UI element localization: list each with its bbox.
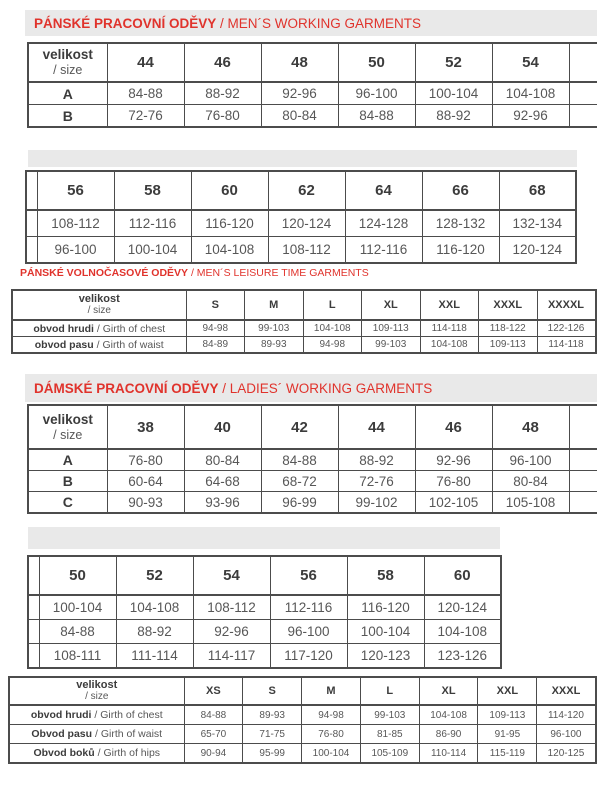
size-header-cell: 44 (107, 43, 184, 82)
size-header-cell: 50 (39, 556, 116, 595)
size-value-cell: 120-124 (424, 595, 501, 620)
size-value-cell: 91-95 (478, 725, 537, 744)
size-value-cell: 90-94 (184, 744, 243, 764)
measure-label-cell: Obvod boků / Girth of hips (9, 744, 184, 764)
size-value-cell: 108-112 (37, 210, 114, 237)
size-header-cell: 44 (338, 405, 415, 449)
size-value-cell: 104-108 (116, 595, 193, 620)
size-value-cell: 120-125 (537, 744, 596, 764)
size-value-cell: 88-92 (338, 449, 415, 471)
size-value-cell: 94-98 (303, 337, 362, 354)
size-header-cell: S (243, 677, 302, 705)
size-value-cell: 100-104 (114, 237, 191, 264)
size-value-cell: 96-100 (270, 620, 347, 644)
size-value-cell: 76-80 (184, 105, 261, 128)
size-table (27, 404, 597, 514)
size-value-cell: 84-88 (39, 620, 116, 644)
size-header-cell: XS (184, 677, 243, 705)
table-mens-leisure-girths (11, 289, 597, 354)
clipped-column-cell (569, 471, 597, 492)
size-value-cell: 84-88 (338, 105, 415, 128)
spacer-bar-2 (28, 527, 500, 549)
size-corner-cell: velikost / size (28, 43, 107, 82)
size-header-cell: 58 (114, 171, 191, 210)
size-header-cell: XL (419, 677, 478, 705)
size-header-cell: 56 (37, 171, 114, 210)
size-value-cell: 105-109 (360, 744, 419, 764)
size-value-cell: 112-116 (270, 595, 347, 620)
size-value-cell: 104-108 (191, 237, 268, 264)
size-value-cell: 120-124 (499, 237, 576, 264)
size-value-cell: 94-98 (186, 320, 245, 337)
size-value-cell: 84-88 (261, 449, 338, 471)
size-header-cell: 46 (184, 43, 261, 82)
size-header-cell: 40 (184, 405, 261, 449)
size-header-cell: M (302, 677, 361, 705)
size-value-cell: 123-126 (424, 644, 501, 669)
size-value-cell: 96-100 (338, 82, 415, 105)
size-value-cell: 90-93 (107, 492, 184, 514)
table-mens-working-sizes-44-54 (27, 42, 597, 128)
clipped-column-cell (569, 405, 597, 449)
size-value-cell: 104-108 (424, 620, 501, 644)
clipped-column-cell (569, 449, 597, 471)
size-header-cell: 56 (270, 556, 347, 595)
clipped-label-column-cell (26, 210, 37, 237)
size-value-cell: 108-112 (268, 237, 345, 264)
clipped-column-cell (569, 82, 597, 105)
size-header-cell: 58 (347, 556, 424, 595)
size-header-cell: 54 (492, 43, 569, 82)
size-value-cell: 116-120 (347, 595, 424, 620)
heading-english-text: / LADIES´ WORKING GARMENTS (218, 381, 433, 396)
size-value-cell: 116-120 (422, 237, 499, 264)
clipped-column-cell (569, 492, 597, 514)
clipped-label-column-cell (28, 595, 39, 620)
size-value-cell: 96-100 (492, 449, 569, 471)
size-header-cell: 48 (261, 43, 338, 82)
heading-czech-text: PÁNSKÉ VOLNOČASOVÉ ODĚVY (20, 267, 189, 279)
size-value-cell: 76-80 (107, 449, 184, 471)
size-value-cell: 120-123 (347, 644, 424, 669)
size-value-cell: 132-134 (499, 210, 576, 237)
size-value-cell: 100-104 (39, 595, 116, 620)
size-value-cell: 128-132 (422, 210, 499, 237)
size-value-cell: 124-128 (345, 210, 422, 237)
size-value-cell: 110-114 (419, 744, 478, 764)
size-value-cell: 84-88 (107, 82, 184, 105)
clipped-column-cell (569, 43, 597, 82)
size-value-cell: 96-99 (261, 492, 338, 514)
size-header-cell: XXL (478, 677, 537, 705)
clipped-column-cell (569, 105, 597, 128)
measure-label-cell: B (28, 105, 107, 128)
size-value-cell: 115-119 (478, 744, 537, 764)
table-ladies-working-sizes-50-60 (27, 555, 502, 669)
clipped-label-column-cell (26, 237, 37, 264)
size-value-cell: 99-103 (360, 705, 419, 725)
size-value-cell: 76-80 (302, 725, 361, 744)
size-value-cell: 109-113 (362, 320, 421, 337)
spacer-bar-1 (28, 150, 577, 167)
size-value-cell: 114-117 (193, 644, 270, 669)
clipped-label-column-cell (28, 620, 39, 644)
measure-label-cell: A (28, 449, 107, 471)
clipped-label-column-cell (28, 644, 39, 669)
size-value-cell: 104-108 (303, 320, 362, 337)
size-value-cell: 68-72 (261, 471, 338, 492)
size-value-cell: 117-120 (270, 644, 347, 669)
size-header-cell: 54 (193, 556, 270, 595)
heading-english-text: / MEN´S WORKING GARMENTS (216, 16, 422, 31)
size-value-cell: 105-108 (492, 492, 569, 514)
size-value-cell: 109-113 (478, 705, 537, 725)
size-value-cell: 112-116 (114, 210, 191, 237)
size-value-cell: 80-84 (492, 471, 569, 492)
size-value-cell: 64-68 (184, 471, 261, 492)
size-header-cell: 42 (261, 405, 338, 449)
size-value-cell: 96-100 (537, 725, 596, 744)
size-value-cell: 72-76 (107, 105, 184, 128)
size-value-cell: 88-92 (116, 620, 193, 644)
size-value-cell: 60-64 (107, 471, 184, 492)
size-header-cell: XXXL (479, 290, 538, 320)
size-value-cell: 80-84 (184, 449, 261, 471)
size-value-cell: 72-76 (338, 471, 415, 492)
section-heading-ladies-working (25, 374, 597, 402)
size-header-cell: 48 (492, 405, 569, 449)
size-value-cell: 93-96 (184, 492, 261, 514)
measure-label-cell: C (28, 492, 107, 514)
size-header-cell: 60 (424, 556, 501, 595)
size-corner-cell: velikost / size (28, 405, 107, 449)
size-header-cell: L (303, 290, 362, 320)
size-header-cell: L (360, 677, 419, 705)
size-header-cell: XL (362, 290, 421, 320)
size-header-cell: S (186, 290, 245, 320)
size-header-cell: 66 (422, 171, 499, 210)
table-ladies-girths (8, 676, 597, 764)
size-value-cell: 76-80 (415, 471, 492, 492)
measure-label-cell: obvod pasu / Girth of waist (12, 337, 186, 354)
size-value-cell: 100-104 (415, 82, 492, 105)
size-value-cell: 92-96 (261, 82, 338, 105)
size-value-cell: 65-70 (184, 725, 243, 744)
size-header-cell: 52 (116, 556, 193, 595)
size-value-cell: 84-88 (184, 705, 243, 725)
measure-label-cell: obvod hrudi / Girth of chest (12, 320, 186, 337)
size-header-cell: M (245, 290, 304, 320)
size-value-cell: 114-120 (537, 705, 596, 725)
measure-label-cell: obvod hrudi / Girth of chest (9, 705, 184, 725)
clipped-label-column-cell (28, 556, 39, 595)
size-corner-cell: velikost / size (9, 677, 184, 705)
size-header-cell: 52 (415, 43, 492, 82)
size-header-cell: 38 (107, 405, 184, 449)
size-value-cell: 81-85 (360, 725, 419, 744)
size-value-cell: 112-116 (345, 237, 422, 264)
size-value-cell: 99-102 (338, 492, 415, 514)
heading-english-text: / MEN´S LEISURE TIME GARMENTS (188, 267, 369, 279)
size-value-cell: 92-96 (415, 449, 492, 471)
size-value-cell: 116-120 (191, 210, 268, 237)
size-value-cell: 89-93 (245, 337, 304, 354)
size-value-cell: 88-92 (184, 82, 261, 105)
size-value-cell: 114-118 (537, 337, 596, 354)
size-value-cell: 114-118 (420, 320, 479, 337)
size-header-cell: 62 (268, 171, 345, 210)
size-value-cell: 95-99 (243, 744, 302, 764)
size-value-cell: 118-122 (479, 320, 538, 337)
size-header-cell: 60 (191, 171, 268, 210)
size-corner-cell: velikost / size (12, 290, 186, 320)
size-value-cell: 99-103 (245, 320, 304, 337)
size-value-cell: 86-90 (419, 725, 478, 744)
measure-label-cell: Obvod pasu / Girth of waist (9, 725, 184, 744)
size-header-cell: XXXL (537, 677, 596, 705)
size-value-cell: 104-108 (419, 705, 478, 725)
section-heading-mens-leisure (20, 267, 369, 279)
measure-label-cell: B (28, 471, 107, 492)
size-value-cell: 111-114 (116, 644, 193, 669)
size-header-cell: 68 (499, 171, 576, 210)
size-value-cell: 102-105 (415, 492, 492, 514)
section-heading-mens-working (25, 10, 597, 36)
size-value-cell: 108-112 (193, 595, 270, 620)
size-header-cell: 50 (338, 43, 415, 82)
size-value-cell: 100-104 (347, 620, 424, 644)
size-value-cell: 71-75 (243, 725, 302, 744)
size-value-cell: 109-113 (479, 337, 538, 354)
measure-label-cell: A (28, 82, 107, 105)
size-value-cell: 99-103 (362, 337, 421, 354)
size-value-cell: 122-126 (537, 320, 596, 337)
size-header-cell: 64 (345, 171, 422, 210)
table-mens-working-sizes-56-68 (25, 170, 577, 264)
size-value-cell: 92-96 (492, 105, 569, 128)
size-value-cell: 80-84 (261, 105, 338, 128)
size-value-cell: 108-111 (39, 644, 116, 669)
size-value-cell: 88-92 (415, 105, 492, 128)
size-table (27, 42, 597, 128)
size-header-cell: XXL (420, 290, 479, 320)
size-value-cell: 92-96 (193, 620, 270, 644)
table-ladies-working-sizes-38-48 (27, 404, 597, 514)
size-value-cell: 104-108 (492, 82, 569, 105)
size-value-cell: 96-100 (37, 237, 114, 264)
heading-czech-text: PÁNSKÉ PRACOVNÍ ODĚVY (34, 16, 217, 31)
size-header-cell: XXXXL (537, 290, 596, 320)
size-header-cell: 46 (415, 405, 492, 449)
clipped-label-column-cell (26, 171, 37, 210)
size-value-cell: 84-89 (186, 337, 245, 354)
size-value-cell: 100-104 (302, 744, 361, 764)
size-value-cell: 89-93 (243, 705, 302, 725)
size-value-cell: 120-124 (268, 210, 345, 237)
heading-czech-text: DÁMSKÉ PRACOVNÍ ODĚVY (34, 381, 219, 396)
size-value-cell: 104-108 (420, 337, 479, 354)
size-value-cell: 94-98 (302, 705, 361, 725)
